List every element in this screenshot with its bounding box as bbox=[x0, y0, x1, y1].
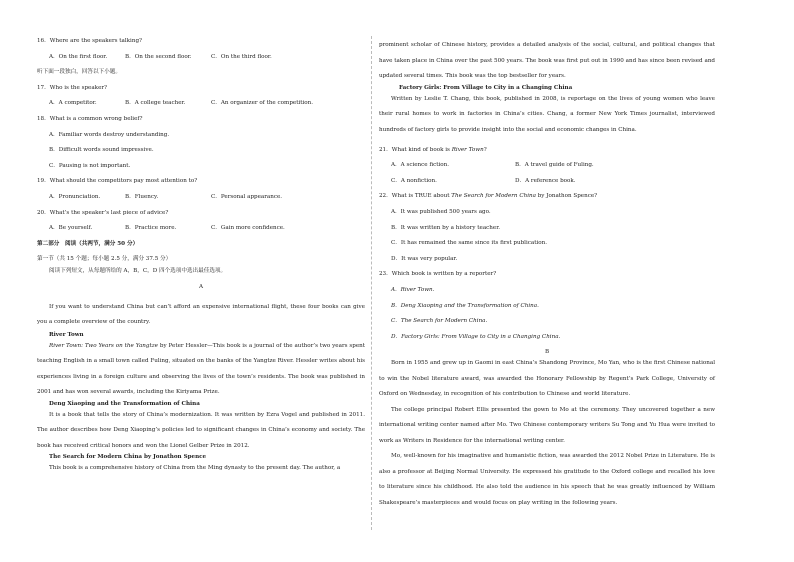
q17-options bbox=[49, 100, 365, 107]
q21-stem bbox=[379, 147, 715, 154]
q23-stem: 23．Which book is written by a reporter? bbox=[379, 271, 497, 278]
passage-a-label: A bbox=[198, 283, 204, 290]
q23-option-a[interactable]: A．River Town. bbox=[391, 286, 435, 293]
q22-option-a[interactable]: A．It was published 500 years ago. bbox=[391, 208, 491, 215]
q21-option-d[interactable]: D．A reference book. bbox=[515, 177, 576, 184]
part2-heading: 第二部分 阅读（共两节，满分 50 分） bbox=[37, 240, 139, 247]
passage-a-intro: If you want to understand China but can’t afford an expensive international flight, these four books can give you a complete overview of the country. bbox=[37, 303, 365, 325]
q21-stem-title: River Town bbox=[451, 146, 484, 153]
q19-option-c[interactable]: C．Personal appearance. bbox=[211, 193, 283, 200]
book2-title: Deng Xiaoping and the Transformation of China bbox=[49, 400, 200, 407]
q16-options bbox=[49, 54, 365, 61]
q16-option-b[interactable]: B．On the second floor. bbox=[125, 53, 192, 60]
q22-stem-title: The Search for Modern China bbox=[451, 193, 536, 200]
q20-stem: 20．What’s the speaker’s last piece of advice? bbox=[37, 209, 169, 216]
q22-option-d[interactable]: D．It was very popular. bbox=[391, 255, 458, 262]
book1-italic-title: River Town: Two Years on the Yangtze bbox=[49, 342, 158, 349]
q20-option-c[interactable]: C．Gain more confidence. bbox=[211, 225, 285, 232]
book4-title: Factory Girls: From Village to City in a Changing China bbox=[399, 84, 573, 91]
listening-instruction: 听下面一段独白，回答以下小题。 bbox=[37, 69, 121, 76]
book3-text: This book is a comprehensive history of China from the Ming dynasty to the present day. The author, a bbox=[49, 465, 341, 471]
q23-option-b[interactable]: B．Deng Xiaoping and the Transformation of China. bbox=[391, 302, 539, 309]
book4-text: Written by Leslie T. Chang, this book, published in 2008, is reportage on the lives of young women who leave their rural homes to work in factories in China’s cities. Chang, a former New York Times journalist, interviewed hundreds of factory girls to provide insight into the social and economic changes in China. bbox=[379, 95, 715, 133]
book1-title: River Town bbox=[49, 331, 84, 338]
left-column bbox=[37, 38, 365, 477]
q17-option-a[interactable]: A．A competitor. bbox=[49, 100, 97, 107]
book2-text: It is a book that tells the story of China’s modernization. It was written by Ezra Vogel and published in 2011. The author describes how Deng Xiaoping’s policies led to significant changes in China’s economy and society. The book has received critical honors and won the Lionel Gelber Prize in 2012. bbox=[37, 411, 365, 449]
passage-b-paragraph-1: Born in 1955 and grew up in Gaomi in east China’s Shandong Province, Mo Yan, who is the first Chinese national to win the Nobel literature award, was awarded the Honorary Fellowship by Regent’s Park College, University of Oxford on Wednesday, in recognition of his contribution to Chinese and world literature. bbox=[379, 360, 715, 398]
book1-paragraph bbox=[37, 339, 365, 401]
q23-option-c[interactable]: C．The Search for Modern China. bbox=[391, 318, 488, 325]
q21-option-a[interactable]: A．A science fiction. bbox=[391, 162, 450, 169]
q19-options bbox=[49, 194, 365, 201]
q21-option-c[interactable]: C．A nonfiction. bbox=[391, 177, 437, 184]
q17-option-b[interactable]: B．A college teacher. bbox=[125, 100, 186, 107]
q22-stem-pre: 22．What is TRUE about bbox=[379, 193, 452, 200]
q19-option-b[interactable]: B．Fluency. bbox=[125, 193, 159, 200]
q21-stem-post: ? bbox=[483, 146, 487, 153]
section1-heading: 第一节（共 15 个题；每小题 2.5 分，满分 37.5 分） bbox=[37, 256, 172, 263]
q16-stem: 16．Where are the speakers talking? bbox=[37, 38, 143, 44]
q17-stem: 17．Who is the speaker? bbox=[37, 84, 108, 91]
q21-stem-pre: 21．What kind of book is bbox=[379, 146, 452, 153]
q18-option-a[interactable]: A．Familiar words destroy understanding. bbox=[49, 131, 170, 138]
q22-stem bbox=[379, 193, 715, 200]
q18-option-b[interactable]: B．Difficult words sound impressive. bbox=[49, 147, 154, 154]
reading-instruction: 阅读下列短文，从每题所给的 A，B，C，D 四个选项中选出最佳选项。 bbox=[49, 268, 227, 275]
column-divider bbox=[371, 36, 372, 530]
q22-option-c[interactable]: C．It has remained the same since its first publication. bbox=[391, 240, 547, 247]
q20-option-b[interactable]: B．Practice more. bbox=[125, 225, 177, 232]
q16-option-a[interactable]: A．On the first floor. bbox=[49, 53, 108, 60]
q18-stem: 18．What is a common wrong belief? bbox=[37, 115, 143, 122]
right-column bbox=[379, 38, 715, 511]
q22-stem-post: by Jonathon Spence? bbox=[535, 193, 598, 200]
passage-b-label: B bbox=[544, 349, 550, 356]
q21-options-cd bbox=[391, 178, 715, 185]
q19-option-a[interactable]: A．Pronunciation. bbox=[49, 193, 101, 200]
book1-text: by Peter Hessler—This book is a journal of the author’s two years spent teaching English in a small town called Fuling, situated on the banks of the Yangtze River. Hessler writes about his experiences living in a foreign culture and observing the lives of the town’s residents. The book was published in 2001 and has won several awards, including the Kiriyama Prize. bbox=[37, 342, 366, 395]
book3-continued: prominent scholar of Chinese history, provides a detailed analysis of the social, cultural, and political changes that have taken place in China over the past 500 years. The book was first put out in 1990 and has since been revised and updated several times. This book was the top bestseller for years. bbox=[379, 42, 715, 79]
q21-option-b[interactable]: B．A travel guide of Fuling. bbox=[515, 162, 594, 169]
book3-title: The Search for Modern China by Jonathon Spence bbox=[49, 454, 207, 460]
q18-option-c[interactable]: C．Pausing is not important. bbox=[49, 162, 131, 169]
q23-option-d[interactable]: D．Factory Girls: From Village to City in a Changing China. bbox=[391, 333, 561, 340]
q19-stem: 19．What should the competitors pay most attention to? bbox=[37, 178, 198, 185]
q22-option-b[interactable]: B．It was written by a history teacher. bbox=[391, 224, 501, 231]
passage-b-paragraph-3: Mo, well-known for his imaginative and humanistic fiction, was awarded the 2012 Nobel Prize in Literature. He is also a professor at Beijing Normal University. He expressed his gratitude to the Oxford college and recalled his love to literature since his childhood. He also told the audience in his speech that he was greatly influenced by William Shakespeare’s masterpieces and would focus on play writing in the following years. bbox=[379, 453, 715, 506]
q16-option-c[interactable]: C．On the third floor. bbox=[211, 53, 272, 60]
passage-b-paragraph-2: The college principal Robert Ellis presented the gown to Mo at the ceremony. They uncovered together a new international writing center named after Mo. Two Chinese contemporary writers Su Tong and Yu Hua were invited to work as Writers in Residence for the international writing center. bbox=[379, 406, 715, 444]
q20-option-a[interactable]: A．Be yourself. bbox=[49, 225, 93, 232]
q17-option-c[interactable]: C．An organizer of the competition. bbox=[211, 100, 314, 107]
q21-options-ab bbox=[391, 162, 715, 169]
q20-options bbox=[49, 225, 365, 232]
